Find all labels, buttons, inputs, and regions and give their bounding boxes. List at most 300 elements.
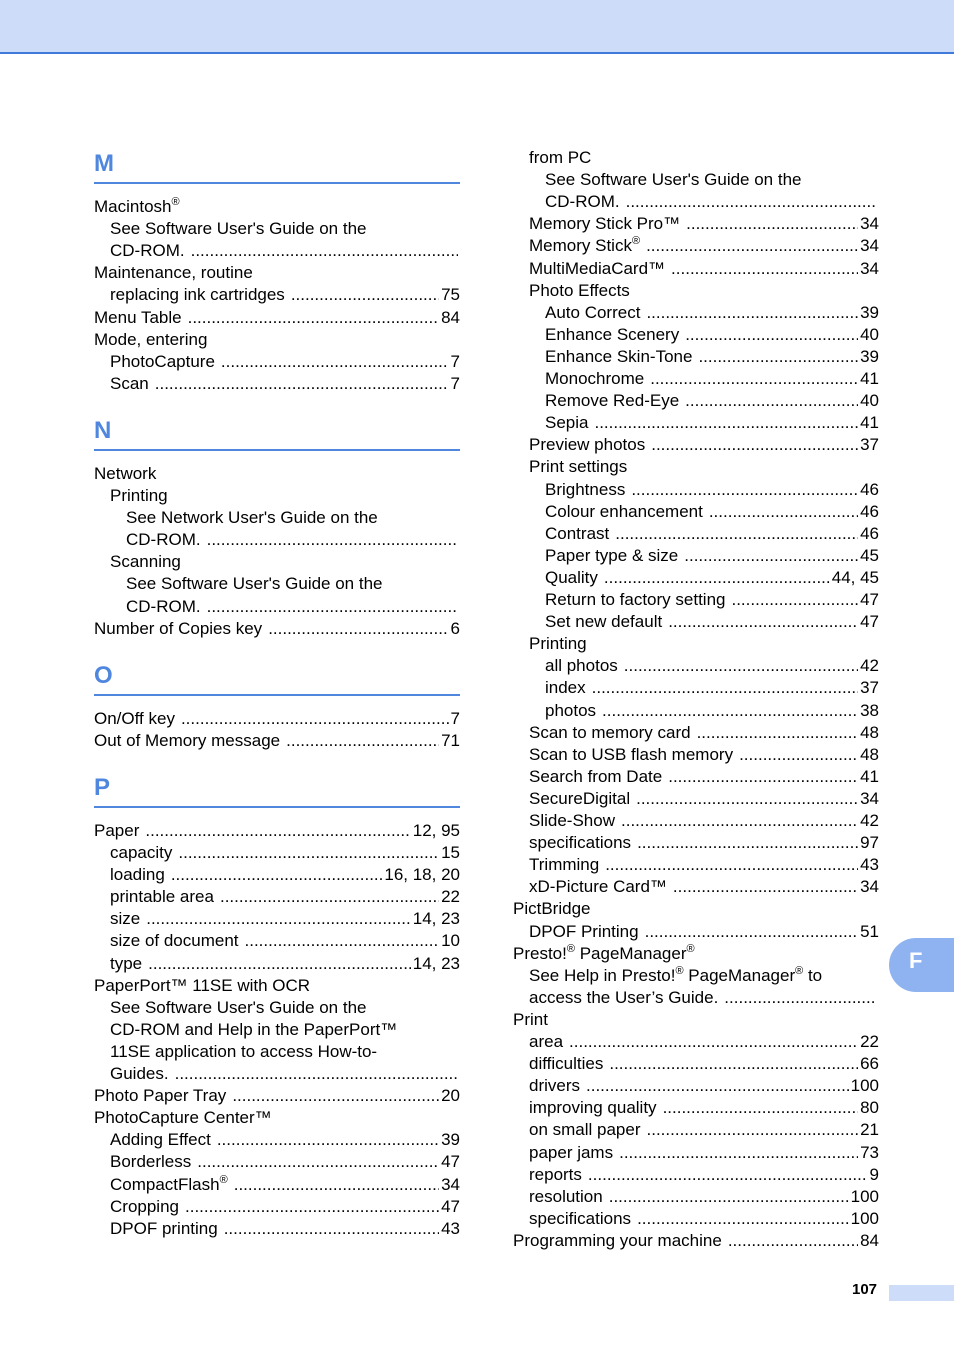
index-entry-page: 6 xyxy=(450,618,460,638)
index-entry xyxy=(513,943,879,965)
index-entry-term xyxy=(94,196,180,218)
index-entry-page: 7 xyxy=(450,373,460,393)
index-entry xyxy=(110,284,460,306)
index-entry-text: SecureDigital xyxy=(529,788,631,808)
index-entry xyxy=(529,456,879,478)
index-entry-text: replacing ink cartridges xyxy=(110,285,285,305)
index-entry xyxy=(545,700,879,722)
dot-leader xyxy=(650,368,858,390)
index-entry-text: PageManager xyxy=(683,965,796,985)
index-entry xyxy=(94,307,460,329)
registered-mark: ® xyxy=(219,1173,228,1186)
index-entry-term xyxy=(545,346,692,368)
index-entry-text: Monochrome xyxy=(545,369,645,388)
index-entry-term xyxy=(513,898,590,920)
dot-leader xyxy=(731,589,858,611)
index-entry-text: loading xyxy=(110,865,165,885)
index-entry-text: Maintenance, routine xyxy=(94,263,253,283)
index-entry-text: Paper xyxy=(94,820,140,840)
index-entry xyxy=(545,169,879,191)
index-entry-page: 15 xyxy=(441,843,460,862)
index-entry xyxy=(529,921,879,943)
index-entry-page: 100 xyxy=(850,1208,879,1228)
index-entry-page: 46 xyxy=(860,479,879,499)
index-entry-term xyxy=(545,302,640,324)
index-entry-text: difficulties xyxy=(529,1054,604,1074)
index-entry-text: PictBridge xyxy=(513,899,591,919)
index-entry-text: See Help in Presto! xyxy=(529,965,676,985)
index-entry-text: Mode, entering xyxy=(94,329,208,349)
index-entry-text: Enhance Scenery xyxy=(545,324,680,344)
index-entry-term xyxy=(545,567,598,589)
dot-leader xyxy=(668,611,858,633)
index-entry-page: 100 xyxy=(850,1186,879,1206)
dot-leader xyxy=(185,1196,439,1218)
index-entry-page: 97 xyxy=(860,833,879,853)
index-entry-text: to xyxy=(803,965,823,985)
index-entry-text: Memory Stick xyxy=(529,236,632,256)
index-entry xyxy=(94,1085,460,1107)
dot-leader xyxy=(171,864,383,886)
index-entry xyxy=(545,655,879,677)
index-entry-text: Remove Red-Eye xyxy=(545,391,680,411)
index-entry-page: 80 xyxy=(860,1098,879,1118)
index-entry-text: Printing xyxy=(110,486,168,505)
index-entry-term xyxy=(529,744,733,766)
dot-leader xyxy=(197,1151,439,1173)
dot-leader xyxy=(586,1075,849,1097)
dot-leader xyxy=(698,346,858,368)
index-entry xyxy=(545,390,879,412)
index-entry-term xyxy=(110,1196,179,1218)
index-entry-term xyxy=(110,997,367,1019)
index-entry-text: Guides. xyxy=(110,1064,169,1083)
index-entry-text: MultiMediaCard™ xyxy=(529,258,666,278)
index-entry-term xyxy=(529,788,630,810)
index-entry-page: 48 xyxy=(860,744,879,764)
index-entry xyxy=(529,1031,879,1053)
index-entry-text: Cropping xyxy=(110,1196,179,1216)
index-section-letter: P xyxy=(94,773,111,801)
index-entry xyxy=(529,854,879,876)
index-entry-page: 71 xyxy=(441,730,460,750)
index-entry-term xyxy=(110,551,181,573)
index-entry-page: 22 xyxy=(441,887,460,907)
index-entry-term xyxy=(545,545,678,567)
index-entry xyxy=(126,507,460,529)
index-entry-text: PaperPort™ 11SE with OCR xyxy=(94,975,311,995)
index-entry-text: CD-ROM. xyxy=(126,530,201,550)
index-entry xyxy=(110,1019,460,1041)
dot-leader xyxy=(684,545,858,567)
index-entry-page: 100 xyxy=(850,1076,879,1096)
index-entry xyxy=(110,1151,460,1173)
index-entry-term xyxy=(126,507,378,529)
dot-leader xyxy=(148,953,411,975)
dot-leader xyxy=(191,240,458,262)
index-entry-term xyxy=(545,191,620,213)
dot-leader xyxy=(207,529,458,551)
index-entry-term xyxy=(529,1097,657,1119)
index-entry-page: 38 xyxy=(860,700,879,720)
index-entry xyxy=(529,810,879,832)
index-entry xyxy=(529,1053,879,1075)
index-entry-page: 37 xyxy=(860,678,879,698)
index-entry-term xyxy=(529,213,680,235)
index-entry-term xyxy=(94,1107,272,1129)
index-entry xyxy=(110,1129,460,1151)
index-entry-term xyxy=(529,633,587,655)
index-entry-text: Photo Effects xyxy=(529,280,630,300)
index-entry-term xyxy=(126,529,201,551)
index-entry xyxy=(529,235,879,257)
index-entry-page: 39 xyxy=(860,346,879,366)
index-entry-term xyxy=(110,1019,397,1041)
index-entry xyxy=(110,551,460,573)
index-entry xyxy=(529,788,879,810)
dot-leader xyxy=(220,886,439,908)
index-entry-text: reports xyxy=(529,1164,582,1184)
index-section-letter: M xyxy=(94,150,114,177)
index-entry-text: size of document xyxy=(110,931,239,951)
index-entry xyxy=(110,373,460,395)
index-entry xyxy=(529,147,879,169)
section-tab-letter: F xyxy=(909,948,923,973)
index-entry-term xyxy=(110,218,367,240)
index-entry-term xyxy=(513,1230,722,1252)
index-entry-page: 45 xyxy=(860,545,879,565)
index-entry-term xyxy=(529,147,591,169)
index-entry xyxy=(110,953,460,975)
index-entry-term xyxy=(529,832,631,854)
index-entry-text: Borderless xyxy=(110,1152,192,1172)
index-entry-term xyxy=(545,700,596,722)
index-entry xyxy=(110,485,460,507)
index-entry xyxy=(110,1041,460,1063)
index-entry-term xyxy=(529,1186,603,1208)
index-entry xyxy=(529,1142,879,1164)
index-entry-text: DPOF printing xyxy=(110,1218,218,1238)
index-entry-text: CompactFlash xyxy=(110,1174,220,1194)
index-entry-text: Search from Date xyxy=(529,766,663,786)
registered-mark: ® xyxy=(566,942,575,955)
index-entry xyxy=(110,218,460,240)
index-entry-text: CD-ROM and Help in the PaperPort™ xyxy=(110,1019,398,1039)
index-entry-text: access the User’s Guide. xyxy=(529,987,719,1007)
index-entry-text: index xyxy=(545,678,586,698)
index-entry xyxy=(110,886,460,908)
index-entry-term xyxy=(110,485,168,507)
index-entry xyxy=(545,479,879,501)
dot-leader xyxy=(178,842,439,864)
index-entry xyxy=(545,191,879,213)
index-entry-text: printable area xyxy=(110,887,214,907)
index-entry-page: 46 xyxy=(860,501,879,521)
index-entry-text: Enhance Skin-Tone xyxy=(545,346,693,366)
index-entry-page: 73 xyxy=(860,1142,879,1162)
index-entry-text: Scanning xyxy=(110,552,181,572)
dot-leader xyxy=(646,235,858,257)
dot-leader xyxy=(637,832,858,854)
index-entry xyxy=(110,1218,460,1240)
dot-leader xyxy=(626,191,877,213)
index-entry-text: all photos xyxy=(545,656,618,676)
index-entry-page: 75 xyxy=(441,285,460,305)
index-entry-text: specifications xyxy=(529,833,632,853)
index-entry-text: improving quality xyxy=(529,1098,657,1118)
index-entry xyxy=(529,876,879,898)
dot-leader xyxy=(624,655,858,677)
index-entry xyxy=(529,965,879,987)
index-entry xyxy=(126,573,460,595)
index-entry xyxy=(529,1186,879,1208)
index-entry xyxy=(529,1119,879,1141)
dot-leader xyxy=(588,1164,868,1186)
index-entry-term xyxy=(94,329,207,351)
index-entry-text: See Software User's Guide on the xyxy=(545,170,802,190)
dot-leader xyxy=(232,1085,439,1107)
dot-leader xyxy=(686,213,858,235)
index-entry-term xyxy=(94,262,253,284)
index-entry-text: Menu Table xyxy=(94,307,182,327)
index-entry-text: See Software User's Guide on the xyxy=(110,219,367,239)
dot-leader xyxy=(697,722,859,744)
index-entry xyxy=(94,196,460,218)
registered-mark: ® xyxy=(675,964,684,977)
index-entry-term xyxy=(110,930,239,952)
index-entry-page: 22 xyxy=(860,1032,879,1051)
index-entry-page: 34 xyxy=(860,236,879,256)
index-entry-term xyxy=(513,1009,548,1031)
index-entry-text: on small paper xyxy=(529,1120,641,1140)
index-entry-text: Paper type & size xyxy=(545,545,679,565)
index-entry xyxy=(545,412,879,434)
index-entry-text: PhotoCapture Center™ xyxy=(94,1108,272,1128)
index-entry-term xyxy=(545,589,725,611)
index-entry-page: 20 xyxy=(441,1086,460,1106)
index-entry-text: type xyxy=(110,953,143,973)
index-entry xyxy=(110,351,460,373)
index-section-heading xyxy=(94,766,460,808)
index-entry-term xyxy=(110,1151,191,1173)
dot-leader xyxy=(637,1208,849,1230)
index-entry-page: 40 xyxy=(860,391,879,411)
registered-mark: ® xyxy=(686,942,695,955)
index-entry-term xyxy=(545,501,703,523)
index-entry-text: Auto Correct xyxy=(545,302,641,322)
index-entry-term xyxy=(529,1031,563,1053)
index-entry-page: 84 xyxy=(860,1230,879,1250)
index-entry-term xyxy=(529,456,627,478)
index-entry xyxy=(545,346,879,368)
index-entry-text: PhotoCapture xyxy=(110,351,215,371)
index-entry-text: Out of Memory message xyxy=(94,730,281,750)
index-entry-term xyxy=(529,1075,580,1097)
index-entry xyxy=(513,1009,879,1031)
index-entry-page: 84 xyxy=(441,307,460,327)
dot-leader xyxy=(188,307,439,329)
dot-leader xyxy=(671,258,858,280)
index-entry-term xyxy=(110,284,285,306)
index-entry-term xyxy=(545,677,586,699)
dot-leader xyxy=(594,412,858,434)
dot-leader xyxy=(728,1230,858,1252)
index-section-heading xyxy=(94,142,460,184)
dot-leader xyxy=(615,523,858,545)
index-entry-page: 37 xyxy=(860,435,879,455)
index-entry-term xyxy=(545,655,618,677)
index-entry-page: 16, 18, 20 xyxy=(384,865,460,885)
index-entry-text: Print xyxy=(513,1009,548,1029)
index-entry xyxy=(94,463,460,485)
index-entry-term xyxy=(529,235,640,257)
index-entry-page: 66 xyxy=(860,1054,879,1074)
index-entry-text: See Software User's Guide on the xyxy=(110,997,367,1017)
index-entry-page: 21 xyxy=(860,1120,879,1140)
index-entry xyxy=(545,589,879,611)
index-entry-term xyxy=(513,943,695,965)
dot-leader xyxy=(207,596,458,618)
index-entry xyxy=(529,987,879,1009)
index-entry xyxy=(545,567,879,589)
index-entry-text: Set new default xyxy=(545,612,663,632)
index-entry-page: 10 xyxy=(441,931,460,951)
index-entry-text: Photo Paper Tray xyxy=(94,1086,227,1106)
index-entry-text: specifications xyxy=(529,1208,632,1228)
index-entry-text: size xyxy=(110,909,141,929)
index-entry-page: 42 xyxy=(860,656,879,676)
dot-leader xyxy=(621,810,858,832)
page-number: 107 xyxy=(852,1281,878,1298)
index-entry-text: Number of Copies key xyxy=(94,618,263,638)
index-entry xyxy=(94,329,460,351)
index-entry-term xyxy=(126,573,383,595)
dot-leader xyxy=(647,1119,859,1141)
index-entry-term xyxy=(94,820,139,842)
index-entry-term xyxy=(529,876,667,898)
index-entry-text: Presto! xyxy=(513,943,567,963)
index-entry-text: CD-ROM. xyxy=(545,192,620,212)
dot-leader xyxy=(739,744,858,766)
index-entry-text: 11SE application to access How-to- xyxy=(110,1041,378,1061)
index-entry-text: Memory Stick Pro™ xyxy=(529,214,681,234)
index-entry-term xyxy=(529,854,599,876)
page-number-bar xyxy=(889,1285,954,1301)
dot-leader xyxy=(175,1063,458,1085)
index-entry-page: 42 xyxy=(860,811,879,830)
index-entry xyxy=(94,618,460,640)
dot-leader xyxy=(663,1097,859,1119)
index-entry-term xyxy=(126,596,201,618)
dot-leader xyxy=(592,677,858,699)
index-entry-page: 41 xyxy=(860,766,879,786)
dot-leader xyxy=(181,708,449,730)
index-entry-page: 48 xyxy=(860,722,879,742)
index-entry-text: Network xyxy=(94,463,157,483)
index-entry-term xyxy=(545,523,609,545)
dot-leader xyxy=(569,1031,858,1053)
index-entry-page: 14, 23 xyxy=(412,953,460,973)
index-entry-term xyxy=(529,921,639,943)
index-entry xyxy=(529,1075,879,1097)
index-entry-term xyxy=(529,722,691,744)
index-entry-term xyxy=(110,240,185,262)
index-entry-page: 44, 45 xyxy=(831,567,879,587)
index-entry-text: Programming your machine xyxy=(513,1230,722,1250)
index-entry-term xyxy=(545,479,625,501)
index-entry xyxy=(110,842,460,864)
index-entry-term xyxy=(94,463,156,485)
index-section-heading xyxy=(94,409,460,451)
index-entry xyxy=(94,708,460,730)
index-entry-page: 41 xyxy=(860,413,879,433)
index-entry-page: 46 xyxy=(860,523,879,543)
dot-leader xyxy=(609,1186,849,1208)
index-entry xyxy=(529,1164,879,1186)
index-entry xyxy=(545,368,879,390)
index-entry-text: Printing xyxy=(529,634,587,654)
dot-leader xyxy=(155,373,449,395)
index-entry-text: from PC xyxy=(529,148,592,167)
index-entry-page: 47 xyxy=(860,612,879,632)
index-entry-term xyxy=(529,1142,613,1164)
index-entry-term xyxy=(94,975,310,997)
index-entry-page: 14, 23 xyxy=(412,909,460,929)
dot-leader xyxy=(668,766,858,788)
index-entry xyxy=(545,523,879,545)
index-entry xyxy=(529,434,879,456)
dot-leader xyxy=(631,479,858,501)
index-entry-term xyxy=(110,886,214,908)
index-entry-page: 34 xyxy=(860,788,879,808)
index-entry xyxy=(110,908,460,930)
dot-leader xyxy=(221,351,449,373)
index-entry xyxy=(545,302,879,324)
index-entry xyxy=(545,501,879,523)
index-entry-text: CD-ROM. xyxy=(110,241,185,261)
index-entry-text: Contrast xyxy=(545,523,610,543)
registered-mark: ® xyxy=(631,235,641,248)
index-entry-page: 9 xyxy=(869,1164,879,1184)
index-entry-text: See Network User's Guide on the xyxy=(126,508,378,528)
index-entry-text: Scan to USB flash memory xyxy=(529,744,734,764)
index-entry-term xyxy=(529,1164,582,1186)
dot-leader xyxy=(605,854,858,876)
index-entry-page: 47 xyxy=(441,1196,460,1216)
index-entry-text: xD-Picture Card™ xyxy=(529,877,667,897)
index-entry-text: See Software User's Guide on the xyxy=(126,574,383,594)
dot-leader xyxy=(145,820,410,842)
index-entry-page: 7 xyxy=(450,708,460,728)
index-entry xyxy=(110,997,460,1019)
dot-leader xyxy=(636,788,858,810)
index-entry-text: Slide-Show xyxy=(529,811,615,830)
index-entry-term xyxy=(529,810,615,832)
index-entry xyxy=(529,213,879,235)
dot-leader xyxy=(709,501,858,523)
index-entry xyxy=(529,1208,879,1230)
dot-leader xyxy=(217,1129,439,1151)
index-entry-text: paper jams xyxy=(529,1142,614,1162)
index-entry-text: Print settings xyxy=(529,457,628,477)
index-entry xyxy=(529,258,879,280)
index-entry-term xyxy=(529,766,662,788)
header-bar xyxy=(0,0,954,54)
index-entry xyxy=(513,898,879,920)
index-entry-page: 40 xyxy=(860,324,879,344)
index-entry xyxy=(126,596,460,618)
dot-leader xyxy=(291,284,439,306)
